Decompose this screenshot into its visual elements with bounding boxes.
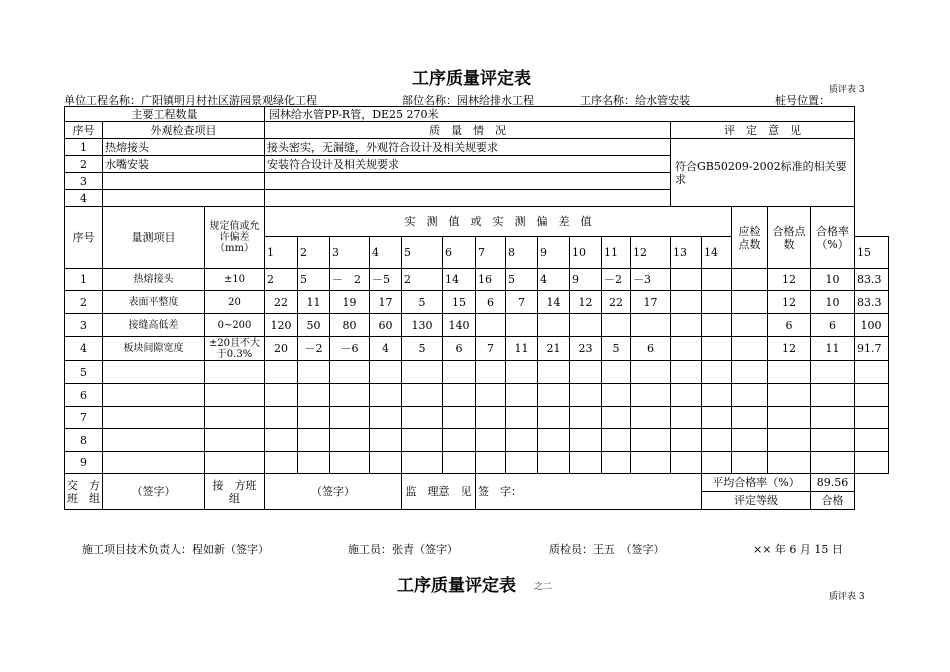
measured-value	[476, 314, 506, 337]
measured-value	[402, 429, 443, 452]
measured-value: 14	[538, 291, 570, 314]
measured-value	[402, 407, 443, 429]
measured-value	[330, 452, 370, 474]
value-column-number: 10	[570, 237, 602, 269]
measured-value: －6	[330, 337, 370, 361]
measured-value	[702, 269, 732, 291]
measured-value: 14	[443, 269, 476, 291]
measured-value	[702, 407, 732, 429]
measure-row-pass: 6	[811, 314, 855, 337]
measured-value	[476, 429, 506, 452]
measured-value	[702, 429, 732, 452]
visual-row-quality	[265, 190, 671, 207]
measured-value: 17	[631, 291, 671, 314]
measured-value	[570, 361, 602, 384]
measured-value	[443, 361, 476, 384]
measure-header-item: 量测项目	[103, 207, 205, 269]
measured-value	[671, 384, 702, 407]
measured-value: 4	[538, 269, 570, 291]
measured-value	[570, 314, 602, 337]
measured-value: 5	[602, 337, 631, 361]
measured-value	[402, 452, 443, 474]
measured-value	[732, 361, 768, 384]
measure-row-rate	[855, 452, 889, 474]
measured-value	[671, 337, 702, 361]
value-column-number: 13	[671, 237, 702, 269]
visual-row-quality: 接头密实，无漏缝，外观符合设计及相关规要求	[265, 139, 671, 156]
unit-project-name: 单位工程名称：广阳镇明月村社区游园景观绿化工程	[64, 94, 317, 107]
measure-row-rate	[855, 429, 889, 452]
measured-value	[702, 314, 732, 337]
measured-value	[476, 361, 506, 384]
measure-row-allow	[205, 407, 265, 429]
measure-row-allow	[205, 361, 265, 384]
measured-value	[671, 361, 702, 384]
measured-value	[330, 407, 370, 429]
measured-value	[570, 452, 602, 474]
measure-row-pass	[811, 407, 855, 429]
measure-row-allow	[205, 429, 265, 452]
measured-value: 22	[602, 291, 631, 314]
measured-value: 5	[506, 269, 538, 291]
measured-value: － 2	[330, 269, 370, 291]
visual-row-no: 1	[65, 139, 103, 156]
measured-value: 11	[298, 291, 330, 314]
measured-value: 16	[476, 269, 506, 291]
measure-row	[65, 269, 889, 291]
measured-value	[538, 361, 570, 384]
measured-value	[402, 384, 443, 407]
measured-value	[443, 429, 476, 452]
visual-header-item: 外观检查项目	[103, 122, 265, 139]
measured-value: 60	[370, 314, 402, 337]
measure-row-no: 2	[65, 291, 103, 314]
measure-row-should: 12	[768, 291, 811, 314]
measure-row-pass: 11	[811, 337, 855, 361]
second-page-suffix: 之二	[534, 582, 553, 592]
supervisor-opinion-label: 监 理意 见	[402, 474, 476, 510]
measured-value	[631, 314, 671, 337]
visual-row-no: 3	[65, 173, 103, 190]
measure-row-no: 4	[65, 337, 103, 361]
measured-value: 6	[443, 337, 476, 361]
measured-value	[538, 407, 570, 429]
measured-value	[506, 314, 538, 337]
measured-value	[602, 452, 631, 474]
measured-value	[671, 407, 702, 429]
measure-row-rate	[855, 407, 889, 429]
measure-row-item	[103, 407, 205, 429]
tech-lead: 施工项目技术负责人：程如新（签字）	[82, 543, 269, 556]
measured-value	[265, 407, 298, 429]
measured-value	[732, 407, 768, 429]
measured-value	[402, 361, 443, 384]
measure-row-should	[768, 384, 811, 407]
measured-value	[702, 337, 732, 361]
measured-value	[570, 429, 602, 452]
measure-row-item	[103, 452, 205, 474]
measured-value: －5	[370, 269, 402, 291]
measured-value	[602, 361, 631, 384]
measured-value	[265, 429, 298, 452]
measured-value	[602, 384, 631, 407]
measure-row-should	[768, 429, 811, 452]
measure-row-item	[103, 361, 205, 384]
measure-row	[65, 429, 889, 452]
measure-row	[65, 452, 889, 474]
measured-value: 50	[298, 314, 330, 337]
measured-value: 130	[402, 314, 443, 337]
measure-row-no: 3	[65, 314, 103, 337]
receive-team-label: 接 方班 组	[205, 474, 265, 510]
measured-value	[370, 407, 402, 429]
measured-value: 7	[506, 291, 538, 314]
measured-value	[732, 384, 768, 407]
measured-value	[330, 361, 370, 384]
measure-row-no: 6	[65, 384, 103, 407]
measure-row-pass	[811, 452, 855, 474]
measured-value	[370, 361, 402, 384]
measured-value	[732, 337, 768, 361]
visual-row-quality	[265, 173, 671, 190]
measure-row-allow: ±10	[205, 269, 265, 291]
measure-header-rate: 合格率（%）	[811, 207, 855, 269]
measured-value	[298, 361, 330, 384]
visual-opinion: 符合GB50209-2002标准的相关要求	[671, 139, 855, 207]
measured-value	[265, 384, 298, 407]
average-pass-rate-label: 平均合格率（%）	[702, 474, 811, 492]
measured-value	[298, 384, 330, 407]
measured-value: 7	[476, 337, 506, 361]
main-quantity-label: 主要工程数量	[65, 107, 265, 122]
measured-value	[631, 407, 671, 429]
measured-value: 6	[476, 291, 506, 314]
measure-row-no: 8	[65, 429, 103, 452]
measured-value	[671, 291, 702, 314]
receive-sign: （签字）	[265, 474, 402, 510]
measured-value: 19	[330, 291, 370, 314]
measured-value	[702, 384, 732, 407]
hand-over-sign: （签字）	[103, 474, 205, 510]
measured-value: 21	[538, 337, 570, 361]
process-name: 工序名称：给水管安装	[580, 94, 690, 107]
value-column-number: 11	[602, 237, 631, 269]
measured-value	[506, 361, 538, 384]
measure-header-no: 序号	[65, 207, 103, 269]
measured-value: －2	[298, 337, 330, 361]
measured-value	[443, 407, 476, 429]
measured-value	[570, 407, 602, 429]
measured-value: 6	[631, 337, 671, 361]
measure-row-should: 12	[768, 269, 811, 291]
measured-value	[631, 361, 671, 384]
value-column-number: 9	[538, 237, 570, 269]
grade-label: 评定等级	[702, 492, 811, 510]
visual-row-quality: 安装符合设计及相关规要求	[265, 156, 671, 173]
measure-row-rate: 83.3	[855, 269, 889, 291]
measured-value	[506, 384, 538, 407]
measured-value: 5	[402, 337, 443, 361]
part-name: 部位名称：园林给排水工程	[402, 94, 534, 107]
measured-value: 5	[298, 269, 330, 291]
measured-value	[538, 429, 570, 452]
second-form-number: 质评表 3	[829, 592, 865, 602]
visual-row-item: 热熔接头	[103, 139, 265, 156]
page-title: 工序质量评定表	[412, 69, 531, 89]
measure-row-allow	[205, 384, 265, 407]
measured-value	[602, 314, 631, 337]
measured-value	[476, 407, 506, 429]
measure-row-pass	[811, 384, 855, 407]
value-column-number: 7	[476, 237, 506, 269]
value-column-number: 5	[402, 237, 443, 269]
value-column-number: 3	[330, 237, 370, 269]
measured-value: 12	[570, 291, 602, 314]
measured-value	[265, 361, 298, 384]
measured-value: 2	[265, 269, 298, 291]
measure-header-should: 应检点数	[732, 207, 768, 269]
measure-row-item: 接缝高低差	[103, 314, 205, 337]
measure-row-no: 5	[65, 361, 103, 384]
measured-value: 17	[370, 291, 402, 314]
value-column-number: 15	[855, 237, 889, 269]
measured-value: 11	[506, 337, 538, 361]
measure-row-rate	[855, 384, 889, 407]
date: ×× 年 6 月 15 日	[753, 543, 843, 556]
measure-header-values: 实 测 值 或 实 测 偏 差 值	[265, 207, 732, 237]
measured-value	[702, 291, 732, 314]
measured-value	[732, 429, 768, 452]
visual-header-no: 序号	[65, 122, 103, 139]
value-column-number: 6	[443, 237, 476, 269]
measured-value	[443, 384, 476, 407]
measured-value	[602, 429, 631, 452]
value-column-number: 14	[702, 237, 732, 269]
measured-value	[506, 452, 538, 474]
measure-row-pass: 10	[811, 291, 855, 314]
measured-value	[631, 429, 671, 452]
measured-value	[506, 407, 538, 429]
measure-row-allow	[205, 452, 265, 474]
measured-value	[506, 429, 538, 452]
measured-value	[631, 384, 671, 407]
measured-value	[298, 452, 330, 474]
measured-value	[702, 361, 732, 384]
visual-header-quality: 质 量 情 况	[265, 122, 671, 139]
measured-value: 20	[265, 337, 298, 361]
measure-row-pass	[811, 429, 855, 452]
measure-row-item: 热熔接头	[103, 269, 205, 291]
form-number: 质评表 3	[829, 85, 865, 95]
measured-value: 140	[443, 314, 476, 337]
average-pass-rate-value: 89.56	[811, 474, 855, 492]
measure-row-rate: 100	[855, 314, 889, 337]
value-column-number: 4	[370, 237, 402, 269]
hand-over-team-label: 交 方班 组	[65, 474, 103, 510]
measure-row	[65, 314, 889, 337]
second-page-title: 工序质量评定表	[397, 576, 516, 596]
measure-row-item: 表面平整度	[103, 291, 205, 314]
measured-value: 15	[443, 291, 476, 314]
measured-value: 22	[265, 291, 298, 314]
measured-value	[602, 407, 631, 429]
measure-row-rate: 91.7	[855, 337, 889, 361]
measure-row	[65, 337, 889, 361]
measured-value	[370, 429, 402, 452]
main-quantity-value: 园林给水管PP-R管，DE25 270米	[265, 107, 855, 122]
measured-value	[538, 314, 570, 337]
measure-row-no: 9	[65, 452, 103, 474]
measure-row-should	[768, 452, 811, 474]
measured-value: 2	[402, 269, 443, 291]
measured-value	[538, 384, 570, 407]
measure-row-item: 板块间隙宽度	[103, 337, 205, 361]
supervisor-sign: 签 字：	[476, 474, 702, 510]
measured-value	[732, 314, 768, 337]
measure-row	[65, 291, 889, 314]
visual-row-no: 4	[65, 190, 103, 207]
measure-row-allow: 0~200	[205, 314, 265, 337]
measured-value	[631, 452, 671, 474]
measured-value: －2	[602, 269, 631, 291]
measure-row-pass: 10	[811, 269, 855, 291]
visual-row-no: 2	[65, 156, 103, 173]
quality-inspector: 质检员：王五 （签字）	[549, 543, 665, 556]
measured-value	[732, 291, 768, 314]
measured-value	[298, 429, 330, 452]
visual-row-item	[103, 173, 265, 190]
measure-header-allow: 规定值或允许偏差（mm）	[205, 207, 265, 269]
measure-row-no: 7	[65, 407, 103, 429]
measured-value	[476, 452, 506, 474]
measured-value	[370, 384, 402, 407]
pile-position: 桩号位置：	[775, 94, 830, 107]
measured-value: 4	[370, 337, 402, 361]
measured-value: 5	[402, 291, 443, 314]
measure-row	[65, 361, 889, 384]
measured-value: 23	[570, 337, 602, 361]
measure-row-should	[768, 407, 811, 429]
measured-value	[702, 452, 732, 474]
measured-value: 9	[570, 269, 602, 291]
measured-value	[671, 429, 702, 452]
value-column-number: 12	[631, 237, 671, 269]
measured-value	[570, 384, 602, 407]
measured-value	[265, 452, 298, 474]
measured-value	[330, 384, 370, 407]
measure-row-should: 6	[768, 314, 811, 337]
measure-row	[65, 384, 889, 407]
measure-row-no: 1	[65, 269, 103, 291]
measure-row-should: 12	[768, 337, 811, 361]
measured-value	[671, 452, 702, 474]
measured-value	[671, 269, 702, 291]
visual-header-opinion: 评 定 意 见	[671, 122, 855, 139]
measure-row-allow: 20	[205, 291, 265, 314]
measure-row-should	[768, 361, 811, 384]
value-column-number: 1	[265, 237, 298, 269]
grade-value: 合格	[811, 492, 855, 510]
measure-row-item	[103, 429, 205, 452]
measured-value	[298, 407, 330, 429]
value-column-number: 2	[298, 237, 330, 269]
measured-value	[671, 314, 702, 337]
quality-table	[64, 106, 889, 510]
measure-row-rate: 83.3	[855, 291, 889, 314]
construction-worker: 施工员：张青（签字）	[348, 543, 458, 556]
measured-value	[732, 269, 768, 291]
value-column-number: 8	[506, 237, 538, 269]
visual-row-item	[103, 190, 265, 207]
measured-value: 120	[265, 314, 298, 337]
measured-value	[538, 452, 570, 474]
measured-value: 80	[330, 314, 370, 337]
measured-value	[443, 452, 476, 474]
measured-value	[476, 384, 506, 407]
visual-row-item: 水嘴安装	[103, 156, 265, 173]
measure-row	[65, 407, 889, 429]
measured-value: －3	[631, 269, 671, 291]
measured-value	[330, 429, 370, 452]
measure-row-pass	[811, 361, 855, 384]
measure-row-item	[103, 384, 205, 407]
measure-header-pass: 合格点数	[768, 207, 811, 269]
measure-row-allow: ±20且不大于0.3%	[205, 337, 265, 361]
measure-row-rate	[855, 361, 889, 384]
measured-value	[732, 452, 768, 474]
measured-value	[370, 452, 402, 474]
